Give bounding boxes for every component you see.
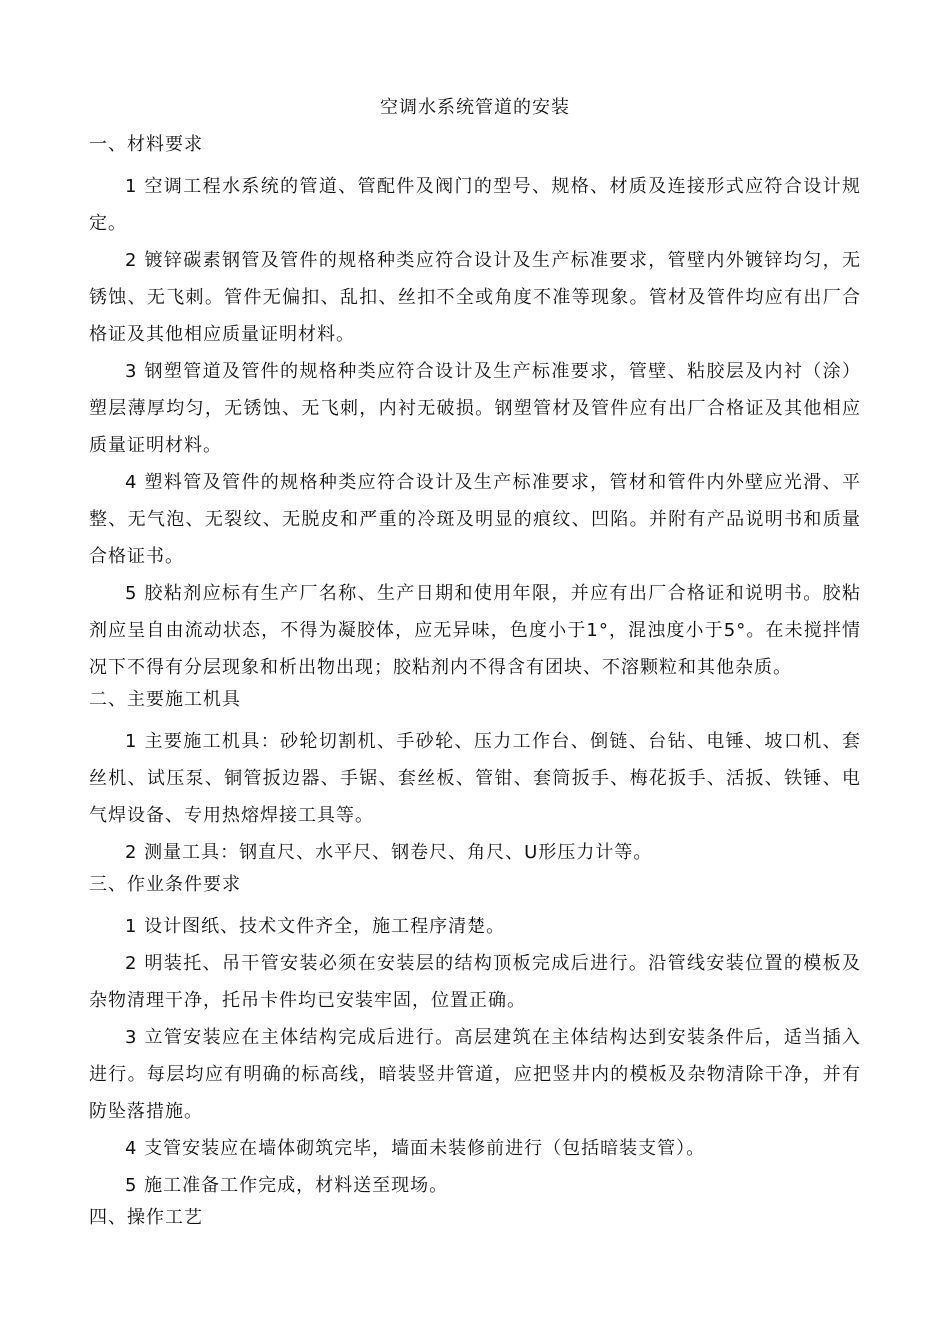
- section-heading-materials: 一、材料要求: [89, 134, 203, 155]
- paragraph: 1 空调工程水系统的管道、管配件及阀门的型号、规格、材质及连接形式应符合设计规定。: [89, 176, 861, 234]
- paragraph: 5 胶粘剂应标有生产厂名称、生产日期和使用年限，并应有出厂合格证和说明书。胶粘剂应呈自由流动状态，不得为凝胶体，应无异味，色度小于1°，混浊度小于5°。在未搅拌情况下不得有分层现象和析出物出现；胶粘剂内不得含有团块、不溶颗粒和其他杂质。: [89, 583, 861, 678]
- paragraph: 1 设计图纸、技术文件齐全，施工程序清楚。: [125, 916, 506, 937]
- document-title: 空调水系统管道的安装: [380, 97, 570, 118]
- section-heading-tools: 二、主要施工机具: [89, 689, 241, 710]
- paragraph: 4 塑料管及管件的规格种类应符合设计及生产标准要求，管材和管件内外壁应光滑、平整、无气泡、无裂纹、无脱皮和严重的冷斑及明显的痕纹、凹陷。并附有产品说明书和质量合格证书。: [89, 472, 861, 567]
- document-body: [89, 131, 861, 1241]
- section-heading-process: 四、操作工艺: [89, 1207, 203, 1228]
- paragraph: 5 施工准备工作完成，材料送至现场。: [125, 1175, 449, 1196]
- paragraph: 2 明装托、吊干管安装必须在安装层的结构顶板完成后进行。沿管线安装位置的模板及杂物清理干净，托吊卡件均已安装牢固，位置正确。: [89, 953, 861, 1011]
- section-heading-conditions: 三、作业条件要求: [89, 874, 241, 895]
- paragraph: 2 测量工具：钢直尺、水平尺、钢卷尺、角尺、U形压力计等。: [125, 842, 653, 863]
- paragraph: 3 钢塑管道及管件的规格种类应符合设计及生产标准要求，管壁、粘胶层及内衬（涂）塑层薄厚均匀，无锈蚀、无飞刺，内衬无破损。钢塑管材及管件应有出厂合格证及其他相应质量证明材料。: [89, 361, 861, 456]
- paragraph: 2 镀锌碳素钢管及管件的规格种类应符合设计及生产标准要求，管壁内外镀锌均匀，无锈蚀、无飞刺。管件无偏扣、乱扣、丝扣不全或角度不准等现象。管材及管件均应有出厂合格证及其他相应质量证明材料。: [89, 250, 861, 345]
- paragraph: 1 主要施工机具：砂轮切割机、手砂轮、压力工作台、倒链、台钻、电锤、坡口机、套丝机、试压泵、铜管扳边器、手锯、套丝板、管钳、套筒扳手、梅花扳手、活扳、铁锤、电气焊设备、专用热熔焊接工具等。: [89, 731, 861, 826]
- paragraph: 3 立管安装应在主体结构完成后进行。高层建筑在主体结构达到安装条件后，适当插入进行。每层均应有明确的标高线，暗装竖井管道，应把竖井内的模板及杂物清除干净，并有防坠落措施。: [89, 1027, 861, 1122]
- paragraph: 4 支管安装应在墙体砌筑完毕，墙面未装修前进行（包括暗装支管）。: [125, 1138, 706, 1159]
